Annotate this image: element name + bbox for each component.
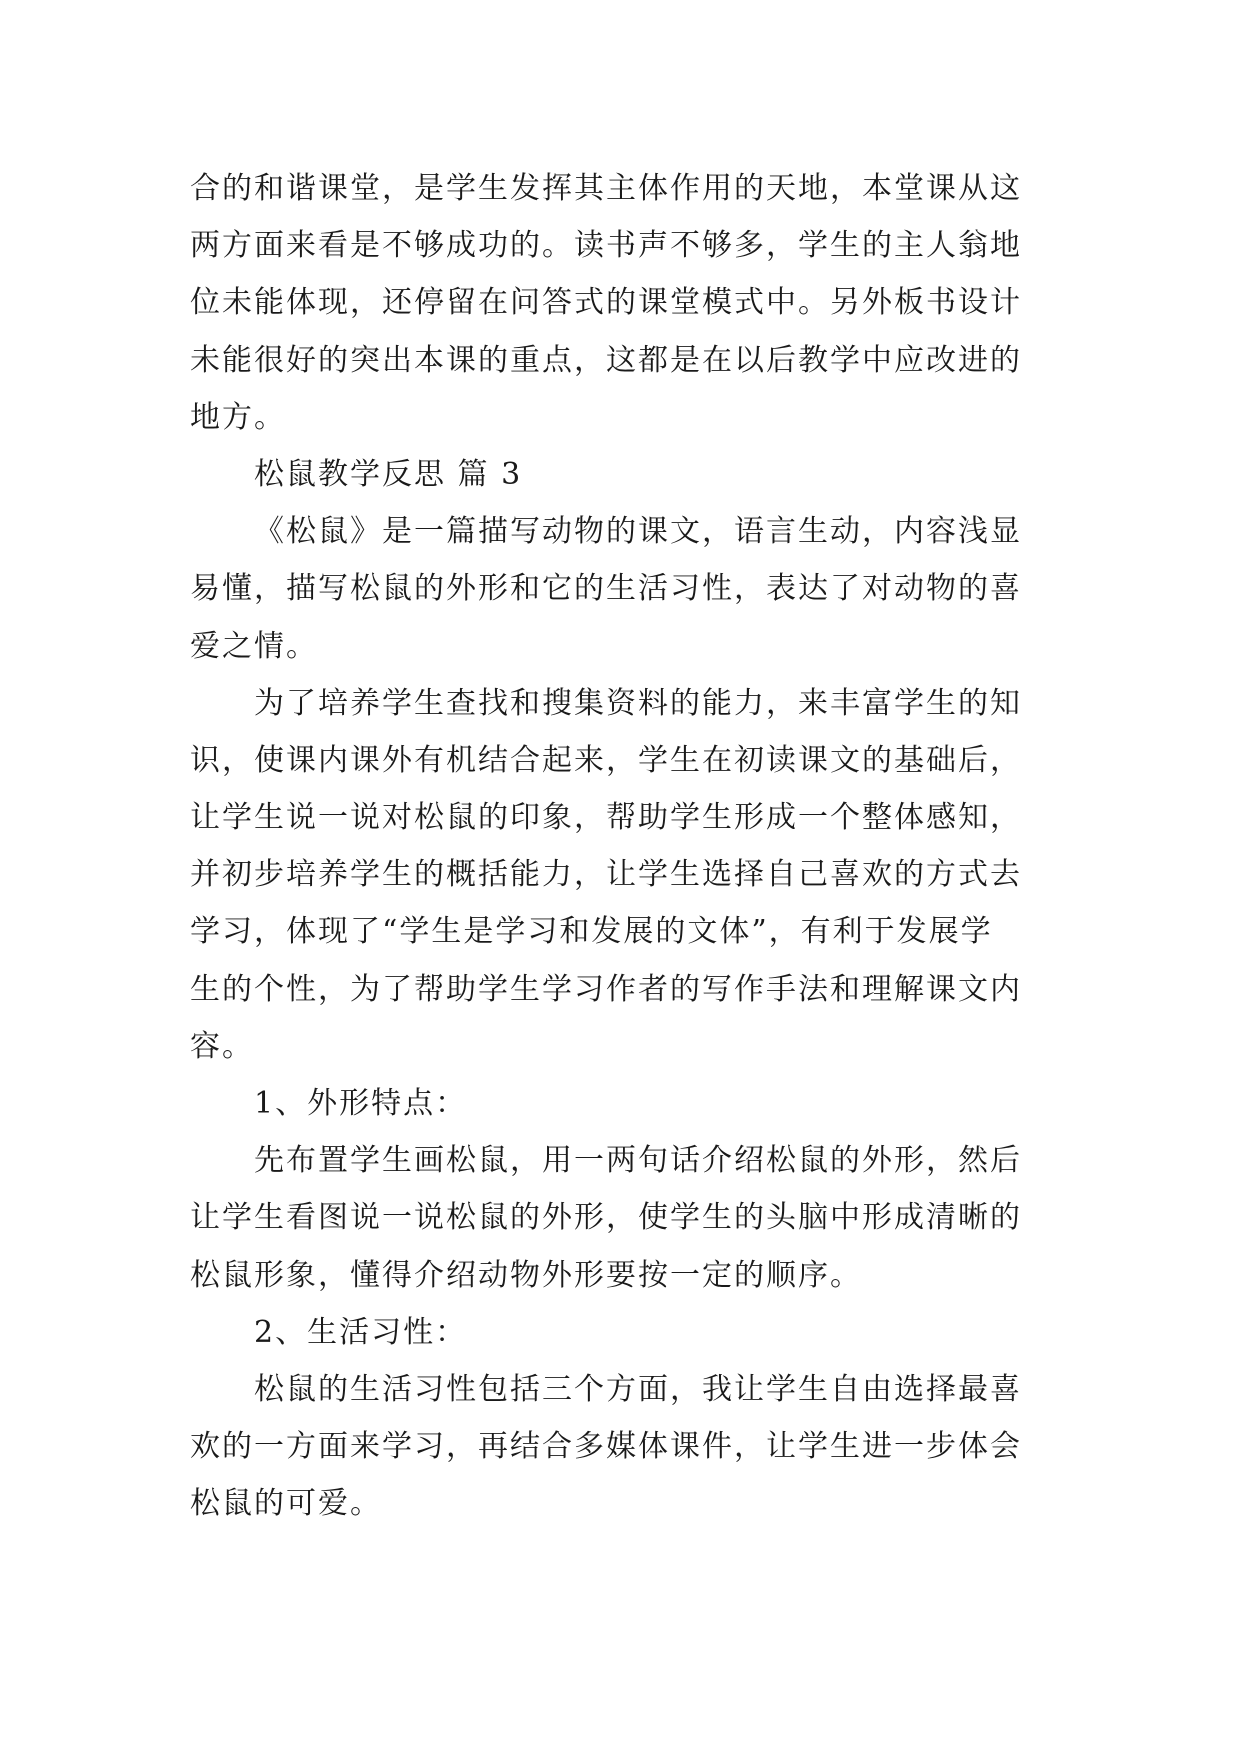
- text-line: 松鼠形象，懂得介绍动物外形要按一定的顺序。: [190, 1257, 862, 1293]
- list-item-heading: 1、外形特点：: [254, 1086, 468, 1121]
- text-line: 未能很好的突出本课的重点，这都是在以后教学中应改进的: [190, 342, 1022, 378]
- text-line: 让学生说一说对松鼠的印象，帮助学生形成一个整体感知，: [190, 800, 1022, 836]
- text-line: 容。: [190, 1028, 254, 1064]
- text-line: 识，使课内课外有机结合起来，学生在初读课文的基础后，: [190, 742, 1022, 778]
- text-line: 爱之情。: [190, 628, 318, 664]
- text-line: 让学生看图说一说松鼠的外形，使学生的头脑中形成清晰的: [190, 1200, 1022, 1236]
- section-heading: 松鼠教学反思 篇 3: [254, 456, 523, 492]
- text-line: 合的和谐课堂，是学生发挥其主体作用的天地，本堂课从这: [190, 171, 1022, 206]
- document-body: [190, 160, 1050, 1533]
- text-line: 为了培养学生查找和搜集资料的能力，来丰富学生的知: [254, 685, 1022, 721]
- text-line: 《松鼠》是一篇描写动物的课文，语言生动，内容浅显: [254, 514, 1022, 550]
- text-line: 欢的一方面来学习，再结合多媒体课件，让学生进一步体会: [190, 1429, 1022, 1465]
- text-line: 并初步培养学生的概括能力，让学生选择自己喜欢的方式去: [190, 857, 1022, 893]
- text-line: 松鼠的可爱。: [190, 1486, 382, 1522]
- text-line: 两方面来看是不够成功的。读书声不够多，学生的主人翁地: [190, 228, 1022, 264]
- text-line: 先布置学生画松鼠，用一两句话介绍松鼠的外形，然后: [254, 1143, 1022, 1179]
- list-item-heading: 2、生活习性：: [254, 1314, 468, 1350]
- text-line: 松鼠的生活习性包括三个方面，我让学生自由选择最喜: [254, 1371, 1022, 1407]
- text-line: 生的个性，为了帮助学生学习作者的写作手法和理解课文内: [190, 971, 1022, 1007]
- text-line: 地方。: [190, 399, 286, 435]
- text-line: 易懂，描写松鼠的外形和它的生活习性，表达了对动物的喜: [190, 571, 1022, 607]
- text-line: 位未能体现，还停留在问答式的课堂模式中。另外板书设计: [190, 285, 1022, 321]
- text-line: 学习，体现了“学生是学习和发展的文体”，有利于发展学: [190, 914, 993, 950]
